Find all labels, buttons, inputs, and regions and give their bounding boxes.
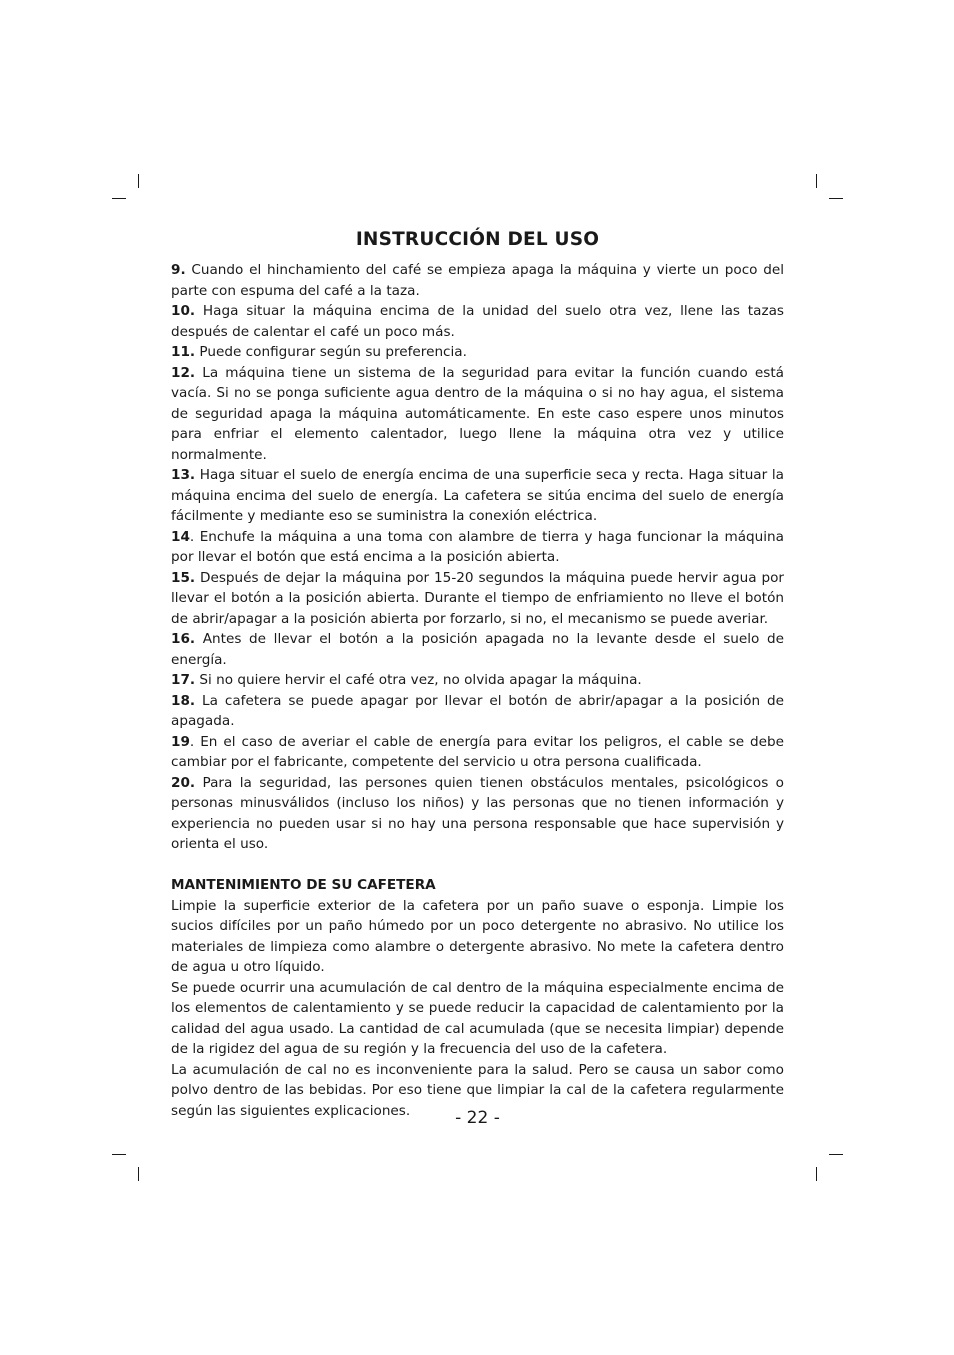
instruction-item	[171, 568, 784, 630]
crop-mark-top-left-horizontal	[112, 198, 126, 199]
instruction-list	[171, 260, 784, 855]
instruction-number: 18.	[171, 692, 196, 709]
instruction-item	[171, 732, 784, 773]
instruction-text: Después de dejar la máquina por 15-20 segundos la máquina puede hervir agua por llevar el botón a la posición abierta. Durante el tiempo de enfriamiento no lleve el botón de abrir/apagar a la posición abierta por forzarlo, si no, el mecanismo se puede averiar.	[171, 569, 784, 627]
instruction-number: 10.	[171, 303, 196, 319]
page-number: - 22 -	[455, 1108, 500, 1128]
crop-mark-bottom-left-horizontal	[112, 1154, 126, 1155]
instruction-item	[171, 773, 784, 855]
instruction-number: 19	[171, 733, 190, 750]
instruction-number: 16.	[171, 631, 196, 647]
instruction-text: Puede configurar según su preferencia.	[195, 344, 467, 360]
maintenance-heading: MANTENIMIENTO DE SU CAFETERA	[171, 877, 436, 893]
instruction-item	[171, 363, 784, 466]
instruction-number: 9.	[171, 262, 186, 278]
maintenance-paragraph: Limpie la superficie exterior de la cafetera por un paño suave o esponja. Limpie los sucios difíciles por un paño húmedo por un poco detergente no abrasivo. No utilice los materiales de limpieza como alambre o detergente abrasivo. No mete la cafetera dentro de agua u otro líquido.	[171, 897, 784, 975]
instruction-text: Haga situar el suelo de energía encima de una superficie seca y recta. Haga situar la máquina encima del suelo de energía. La cafetera se sitúa encima del suelo de energía fácilmente y mediante eso se suministra la conexión eléctrica.	[171, 467, 784, 524]
instruction-text: La máquina tiene un sistema de la seguridad para evitar la función cuando está vacía. Si no se ponga suficiente agua dentro de la máquina o si no hay agua, el sistema de seguridad apaga la máquina automáticamente. En este caso espere unos minutos para enfriar el elemento calentador, luego llene la máquina otra vez y utilice normalmente.	[171, 364, 784, 463]
instruction-text: . En el caso de averiar el cable de energía para evitar los peligros, el cable se debe cambiar por el fabricante, competente del servicio u otra persona cualificada.	[171, 733, 784, 770]
instruction-item	[171, 301, 784, 342]
instruction-item	[171, 691, 784, 732]
maintenance-paragraph: La acumulación de cal no es inconveniente para la salud. Pero se causa un sabor como polvo dentro de las bebidas. Por eso tiene que limpiar la cal de la cafetera regularmente según las siguientes explicaciones.	[171, 1061, 784, 1119]
instruction-text: Para la seguridad, las persones quien tienen obstáculos mentales, psicológicos o personas minusválidos (incluso los niños) y las personas que no tienen información y experiencia no pueden usar si no hay una persona responsable que hace supervisión y orienta el uso.	[171, 774, 784, 852]
instruction-number: 17.	[171, 672, 196, 688]
crop-mark-bottom-right-horizontal	[829, 1154, 843, 1155]
instruction-number: 20.	[171, 774, 196, 791]
instruction-number: 12.	[171, 364, 196, 381]
instruction-item	[171, 527, 784, 568]
maintenance-paragraph: Se puede ocurrir una acumulación de cal dentro de la máquina especialmente encima de los elementos de calentamiento y se puede reducir la capacidad de calentamiento por la calidad del agua usado. La cantidad de cal acumulada (que se necesita limpiar) depende de la rigidez del agua de su región y la frecuencia del uso de la cafetera.	[171, 979, 784, 1057]
maintenance-section	[171, 896, 784, 1122]
instruction-item	[171, 629, 784, 670]
instruction-number: 14	[171, 528, 190, 545]
instruction-text: Cuando el hinchamiento del café se empieza apaga la máquina y vierte un poco del parte con espuma del café a la taza.	[171, 262, 784, 299]
crop-mark-top-right-vertical	[816, 174, 817, 188]
instruction-number: 15.	[171, 569, 196, 586]
crop-mark-top-left-vertical	[138, 174, 139, 188]
instruction-item	[171, 342, 784, 363]
instruction-text: Haga situar la máquina encima de la unidad del suelo otra vez, llene las tazas después de calentar el café un poco más.	[171, 303, 784, 340]
instruction-number: 11.	[171, 344, 196, 360]
instruction-text: Si no quiere hervir el café otra vez, no olvida apagar la máquina.	[195, 672, 642, 688]
instruction-item	[171, 670, 784, 691]
crop-mark-bottom-left-vertical	[138, 1167, 139, 1181]
instruction-item	[171, 260, 784, 301]
crop-mark-top-right-horizontal	[829, 198, 843, 199]
page-title: INSTRUCCIÓN DEL USO	[355, 229, 600, 250]
document-body	[171, 260, 784, 1121]
instruction-item	[171, 465, 784, 527]
instruction-text: Antes de llevar el botón a la posición apagada no la levante desde el suelo de energía.	[171, 631, 784, 668]
instruction-number: 13.	[171, 467, 196, 483]
instruction-text: La cafetera se puede apagar por llevar el botón de abrir/apagar a la posición de apagada.	[171, 692, 784, 729]
instruction-text: . Enchufe la máquina a una toma con alambre de tierra y haga funcionar la máquina por llevar el botón que está encima a la posición abierta.	[171, 528, 784, 565]
crop-mark-bottom-right-vertical	[816, 1167, 817, 1181]
